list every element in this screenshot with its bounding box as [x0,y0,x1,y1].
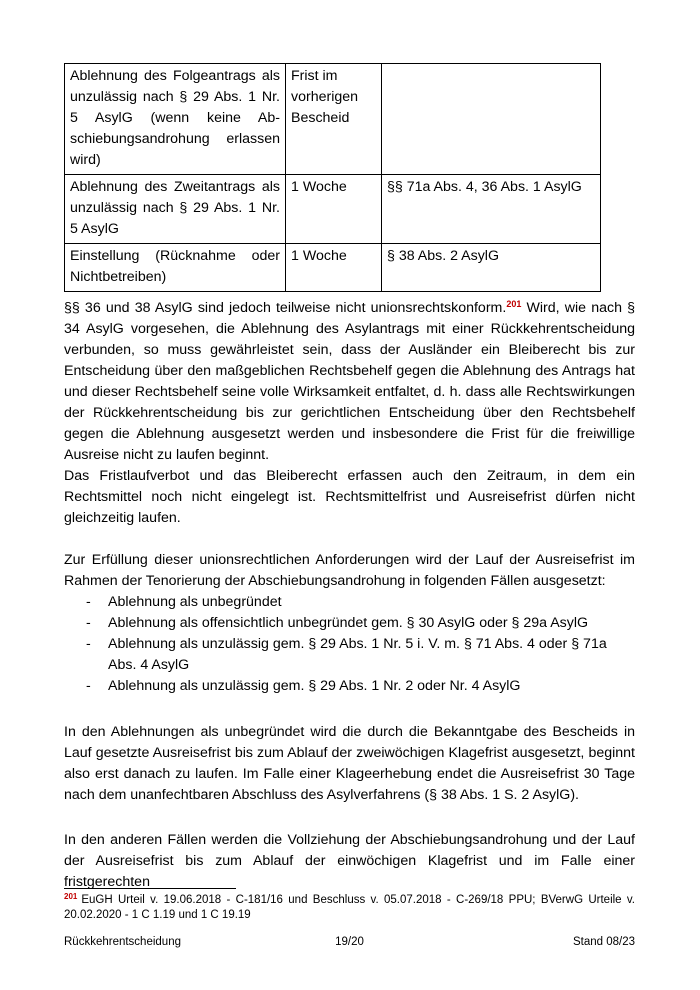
paragraph-other-cases [64,830,635,893]
page-footer [64,934,635,950]
table-row [65,244,601,292]
paragraph-unfounded [64,722,635,806]
list-item [64,676,635,697]
paragraph-text: In den anderen Fällen werden die Vollziehung der Abschiebungsandrohung und der Lauf der Ausreisefrist bis zum Ablauf der einwöchigen Klagefrist und im Falle einer fristgerechten [64,832,635,890]
table-cell-deadline: 1 Woche [286,175,382,244]
table-cell-decision: Einstellung (Rücknahme oder Nichtbetreiben) [65,244,286,292]
table-cell-deadline: Frist im vorherigen Bescheid [286,64,382,175]
table-row [65,175,601,244]
table-row [65,64,601,175]
table-cell-legal-basis [382,64,601,175]
list-item [64,613,635,634]
paragraph-text: Das Fristlaufverbot und das Bleiberecht erfassen auch den Zeitraum, in dem ein Rechtsmittel noch nicht eingelegt ist. Rechtsmittelfrist und Ausreisefrist dürfen nicht gleichzeitig laufen. [64,468,635,526]
paragraph-text: In den Ablehnungen als unbegründet wird die durch die Bekanntgabe des Bescheids in Lauf gesetzte Ausreisefrist bis zum Ablauf der zweiwöchigen Klagefrist ausgesetzt, beginnt also erst danach zu laufen. Im Falle einer Klageerhebung endet die Ausreisefrist 30 Tage nach dem unanfechtbaren Abschluss des Asylverfahrens (§ 38 Abs. 1 S. 2 AsylG). [64,724,635,803]
footer-version: Stand 08/23 [572,936,635,948]
footnote-reference[interactable]: 201 [506,299,522,309]
footnote-text: EuGH Urteil v. 19.06.2018 - C-181/16 und Beschluss v. 05.07.2018 - C-269/18 PPU; BVerwG Urteile v. 20.02.2020 - 1 C 1.19 und 1 C 19.19 [64,894,635,921]
table-cell-legal-basis: §§ 71a Abs. 4, 36 Abs. 1 AsylG [382,175,601,244]
table-cell-decision: Ablehnung des Folgeantrags als unzulässig nach § 29 Abs. 1 Nr. 5 AsylG (wenn keine Ab-schiebungsandrohung erlassen wird) [65,64,286,175]
table-cell-deadline: 1 Woche [286,244,382,292]
case-list [64,592,635,697]
list-item-text: Ablehnung als unzulässig gem. § 29 Abs. 1 Nr. 2 oder Nr. 4 AsylG [108,678,521,694]
list-bullet: - [86,636,91,652]
paragraph-suspension [64,550,635,697]
table-cell-legal-basis: § 38 Abs. 2 AsylG [382,244,601,292]
table-cell-decision: Ablehnung des Zweitantrags als unzulässig nach § 29 Abs. 1 Nr. 5 AsylG [65,175,286,244]
list-item-text: Ablehnung als offensichtlich unbegründet gem. § 30 AsylG oder § 29a AsylG [108,615,589,631]
footnote-divider [64,888,236,889]
paragraph-union-law [64,298,635,529]
page-number: 19/20 [335,936,364,948]
list-item-text: Ablehnung als unzulässig gem. § 29 Abs. 1 Nr. 5 i. V. m. § 71 Abs. 4 oder § 71a Abs. 4 AsylG [108,636,607,673]
list-item [64,634,635,676]
footnote [64,893,635,923]
paragraph-text: Zur Erfüllung dieser unionsrechtlichen Anforderungen wird der Lauf der Ausreisefrist im Rahmen der Tenorierung der Abschiebungsandrohung in folgenden Fällen ausgesetzt: [64,552,635,589]
list-bullet: - [86,594,91,610]
list-bullet: - [86,615,91,631]
paragraph-text: Wird, wie nach § 34 AsylG vorgesehen, die Ablehnung des Asylantrags mit einer Rückkehrentscheidung verbunden, so muss gewährleistet sein, dass der Ausländer ein Bleiberecht bis zur Entscheidung über den maßgeblichen Rechtsbehelf gegen die Ablehnung des Antrags hat und dieser Rechtsbehelf seine volle Wirksamkeit entfaltet, d. h. dass alle Rechtswirkungen der Rückkehrentscheidung bis zur gerichtlichen Entscheidung über den Rechtsbehelf gegen die Ablehnung ausgesetzt werden und insbesondere die Frist für die freiwillige Ausreise nicht zu laufen beginnt. [64,300,636,463]
list-item-text: Ablehnung als unbegründet [108,594,282,610]
list-bullet: - [86,678,91,694]
paragraph-text: §§ 36 und 38 AsylG sind jedoch teilweise nicht unionsrechtskonform. [64,300,507,316]
footer-document-title: Rückkehrentscheidung [64,936,181,948]
deadline-table [64,63,601,292]
footnote-number: 201 [64,892,78,901]
list-item [64,592,635,613]
